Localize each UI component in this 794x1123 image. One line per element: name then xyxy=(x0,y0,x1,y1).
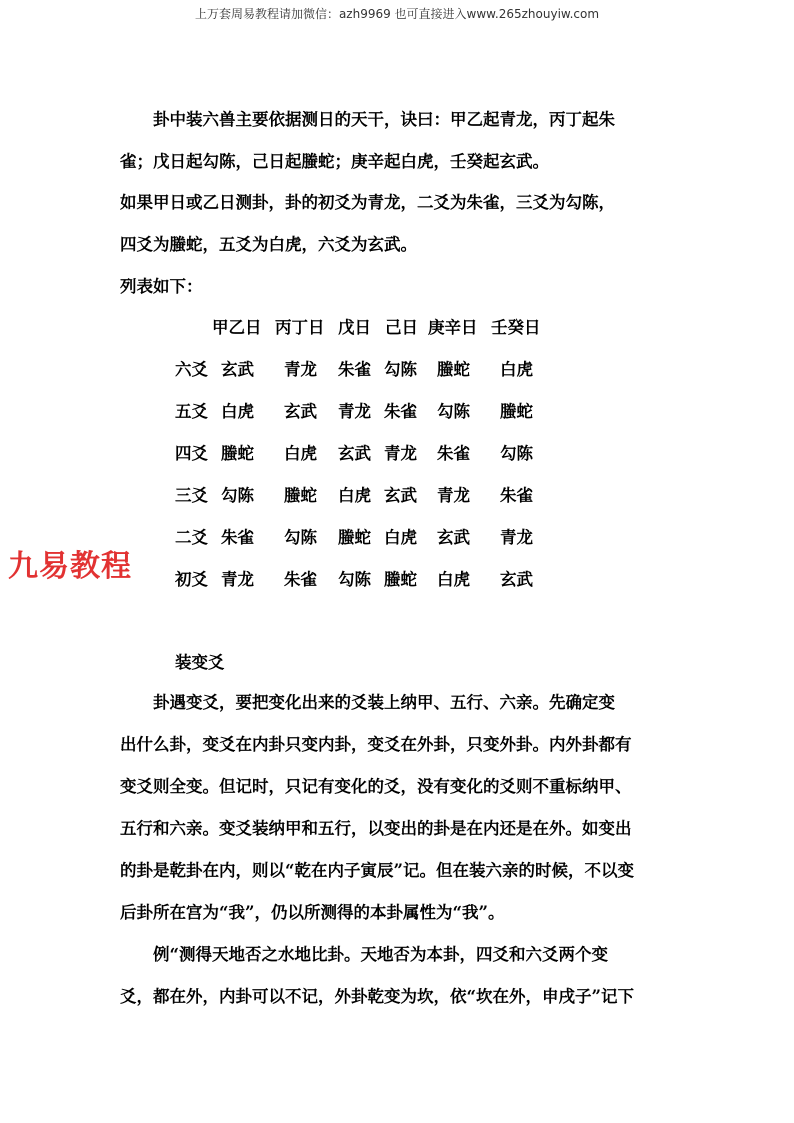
page-header: 上万套周易教程请加微信：azh9969 也可直接进入www.265zhouyiw.com xyxy=(194,7,600,21)
row-label: 初爻 xyxy=(175,570,208,589)
table-cell: 玄武 xyxy=(500,570,533,589)
table-cell: 螣蛇 xyxy=(284,486,317,505)
section-line-7: 例“测得天地否之水地比卦。天地否为本卦，四爻和六爻两个变 xyxy=(120,945,608,964)
table-cell: 白虎 xyxy=(221,402,254,421)
table-cell: 青龙 xyxy=(437,486,470,505)
table-cell: 白虎 xyxy=(500,360,533,379)
table-cell: 玄武 xyxy=(284,402,317,421)
table-cell: 白虎 xyxy=(284,444,317,463)
table-cell: 勾陈 xyxy=(500,444,533,463)
para-line-1: 卦中装六兽主要依据测日的天干，诀曰：甲乙起青龙，丙丁起朱 xyxy=(120,110,615,129)
table-cell: 白虎 xyxy=(384,528,417,547)
table-cell: 青龙 xyxy=(284,360,317,379)
para-line-4: 四爻为螣蛇，五爻为白虎，六爻为玄武。 xyxy=(120,235,417,254)
table-cell: 螣蛇 xyxy=(500,402,533,421)
table-cell: 朱雀 xyxy=(284,570,317,589)
table-cell: 白虎 xyxy=(437,570,470,589)
table-cell: 朱雀 xyxy=(221,528,254,547)
header-cell: 丙丁日 xyxy=(275,318,325,337)
row-label: 四爻 xyxy=(175,444,208,463)
table-cell: 朱雀 xyxy=(384,402,417,421)
row-label: 六爻 xyxy=(175,360,208,379)
table-cell: 玄武 xyxy=(338,444,371,463)
table-cell: 朱雀 xyxy=(500,486,533,505)
para-line-3: 如果甲日或乙日测卦，卦的初爻为青龙，二爻为朱雀，三爻为勾陈， xyxy=(120,193,615,212)
watermark-logo: 九易教程 xyxy=(8,549,132,584)
list-intro: 列表如下： xyxy=(120,277,203,296)
row-label: 五爻 xyxy=(175,402,208,421)
para-line-2: 雀；戊日起勾陈，己日起螣蛇；庚辛起白虎，壬癸起玄武。 xyxy=(120,152,549,171)
section-line-6: 后卦所在宫为“我”，仍以所测得的本卦属性为“我”。 xyxy=(120,903,505,922)
header-cell: 戊日 xyxy=(338,318,371,337)
table-cell: 螣蛇 xyxy=(384,570,417,589)
table-cell: 玄武 xyxy=(384,486,417,505)
table-cell: 勾陈 xyxy=(284,528,317,547)
table-cell: 青龙 xyxy=(384,444,417,463)
table-cell: 勾陈 xyxy=(384,360,417,379)
row-label: 三爻 xyxy=(175,486,208,505)
header-cell: 甲乙日 xyxy=(212,318,262,337)
table-cell: 勾陈 xyxy=(221,486,254,505)
table-cell: 青龙 xyxy=(500,528,533,547)
table-cell: 勾陈 xyxy=(437,402,470,421)
table-cell: 青龙 xyxy=(338,402,371,421)
table-cell: 朱雀 xyxy=(338,360,371,379)
table-cell: 玄武 xyxy=(221,360,254,379)
section-title: 装变爻 xyxy=(175,653,225,672)
table-cell: 勾陈 xyxy=(338,570,371,589)
section-line-1: 卦遇变爻，要把变化出来的爻装上纳甲、五行、六亲。先确定变 xyxy=(120,693,615,712)
section-line-8: 爻，都在外，内卦可以不记，外卦乾变为坎，依“坎在外，申戌子”记下 xyxy=(120,987,634,1006)
section-line-4: 五行和六亲。变爻装纳甲和五行，以变出的卦是在内还是在外。如变出 xyxy=(120,819,632,838)
table-cell: 青龙 xyxy=(221,570,254,589)
section-line-2: 出什么卦，变爻在内卦只变内卦，变爻在外卦，只变外卦。内外卦都有 xyxy=(120,735,632,754)
table-cell: 螣蛇 xyxy=(437,360,470,379)
section-line-3: 变爻则全变。但记时，只记有变化的爻，没有变化的爻则不重标纳甲、 xyxy=(120,777,632,796)
table-cell: 朱雀 xyxy=(437,444,470,463)
table-cell: 螣蛇 xyxy=(221,444,254,463)
section-line-5: 的卦是乾卦在内，则以“乾在内子寅辰”记。但在装六亲的时候，不以变 xyxy=(120,861,634,880)
header-cell: 己日 xyxy=(385,318,418,337)
table-cell: 螣蛇 xyxy=(338,528,371,547)
header-cell: 庚辛日 xyxy=(428,318,478,337)
table-cell: 玄武 xyxy=(437,528,470,547)
table-cell: 白虎 xyxy=(338,486,371,505)
header-cell: 壬癸日 xyxy=(491,318,541,337)
row-label: 二爻 xyxy=(175,528,208,547)
